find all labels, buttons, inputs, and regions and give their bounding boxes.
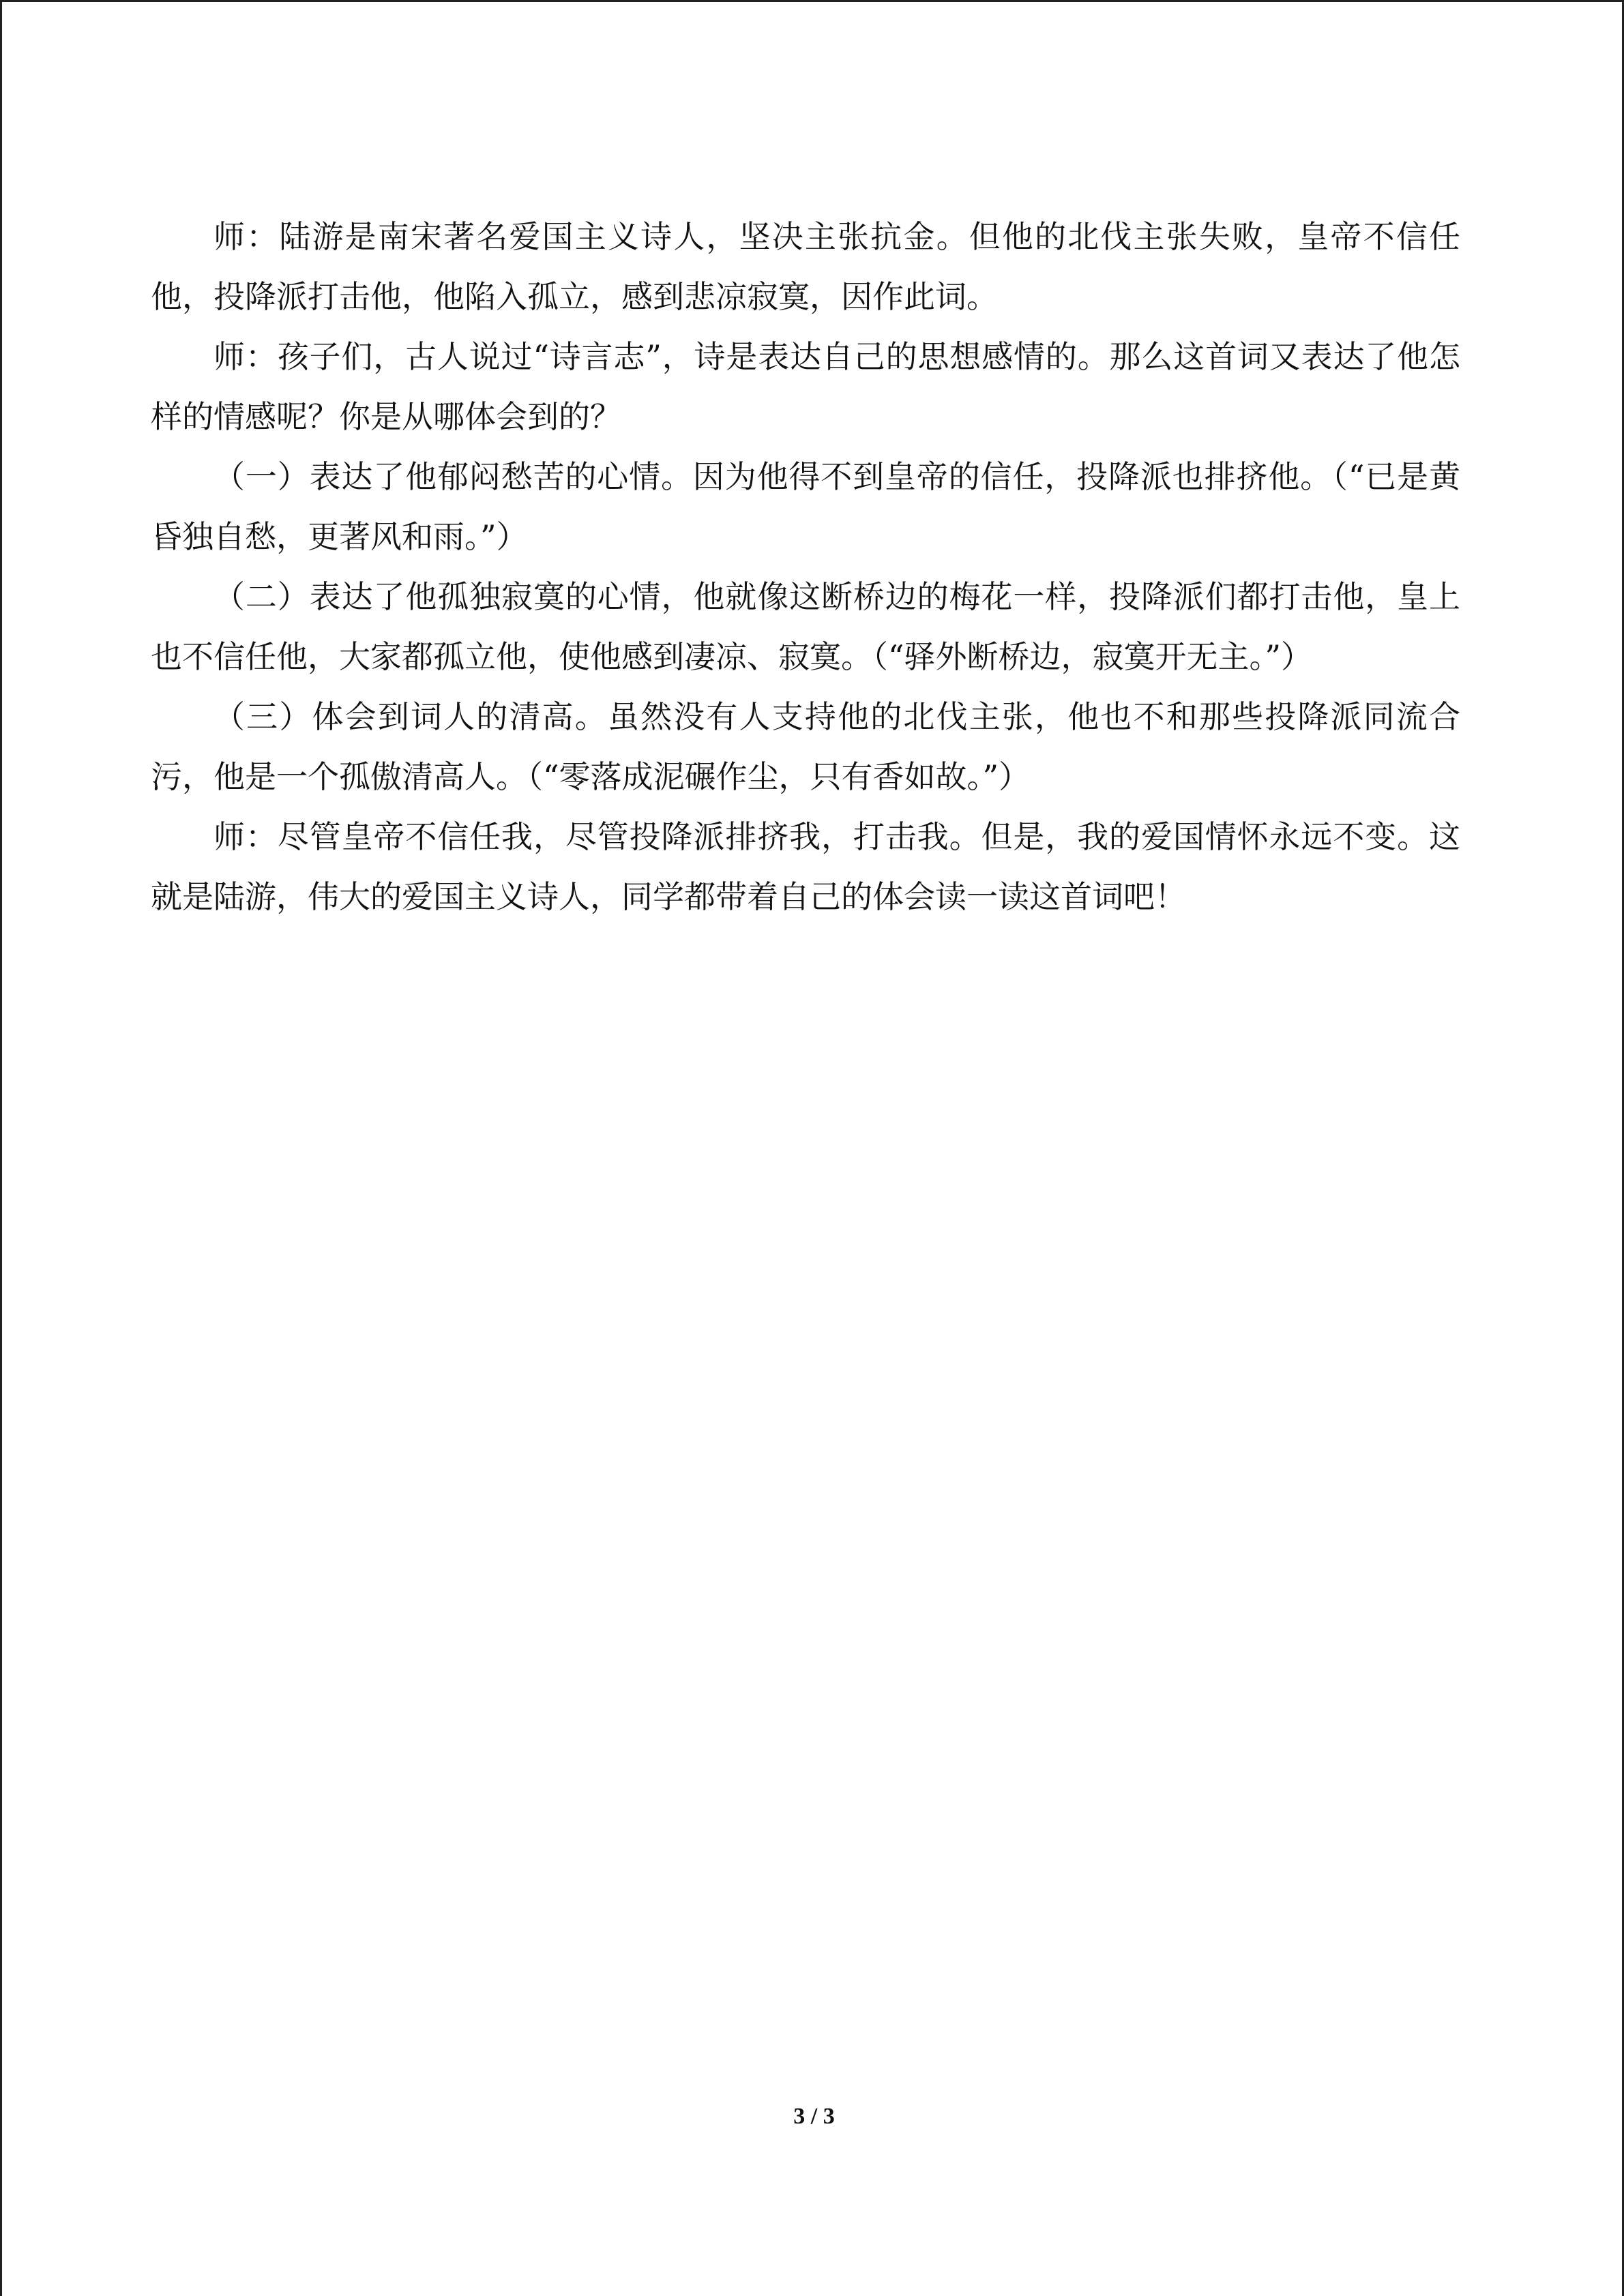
paragraph-point-three: （三）体会到词人的清高。虽然没有人支持他的北伐主张，他也不和那些投降派同流合污，他是一个孤傲清高人。（“零落成泥碾作尘，只有香如故。”） — [151, 698, 1460, 795]
paragraph-teacher-conclusion: 师：尽管皇帝不信任我，尽管投降派排挤我，打击我。但是，我的爱国情怀永远不变。这就是陆游，伟大的爱国主义诗人，同学都带着自己的体会读一读这首词吧！ — [151, 818, 1460, 915]
paragraph-teacher-question: 师：孩子们，古人说过“诗言志”，诗是表达自己的思想感情的。那么这首词又表达了他怎样的情感呢？你是从哪体会到的？ — [151, 338, 1460, 435]
paragraph-point-one: （一）表达了他郁闷愁苦的心情。因为他得不到皇帝的信任，投降派也排挤他。（“已是黄昏独自愁，更著风和雨。”） — [151, 458, 1460, 555]
page-number: 3 / 3 — [793, 2104, 835, 2129]
paragraph-teacher-intro: 师：陆游是南宋著名爱国主义诗人，坚决主张抗金。但他的北伐主张失败，皇帝不信任他，投降派打击他，他陷入孤立，感到悲凉寂寞，因作此词。 — [151, 218, 1460, 315]
paragraph-point-two: （二）表达了他孤独寂寞的心情，他就像这断桥边的梅花一样，投降派们都打击他，皇上也不信任他，大家都孤立他，使他感到凄凉、寂寞。（“驿外断桥边，寂寞开无主。”） — [151, 578, 1460, 675]
document-body — [151, 207, 1460, 927]
